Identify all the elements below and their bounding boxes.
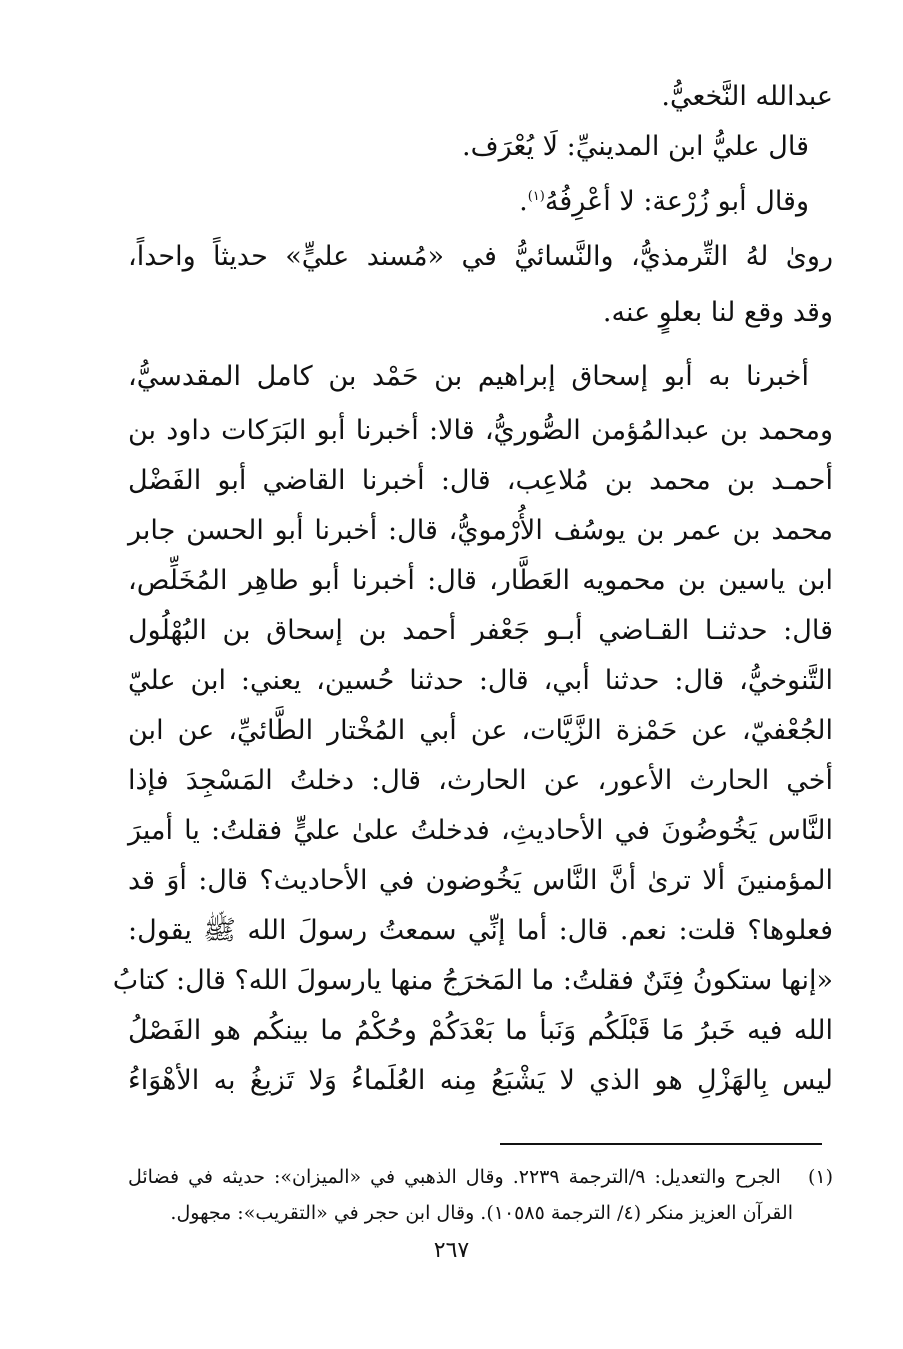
page-number: ٢٦٧ bbox=[433, 1238, 470, 1263]
body-line-7: التَّنوخيُّ، قال: حدثنا أبي، قال: حدثنا حُسين، يعني: ابن عليّ bbox=[128, 665, 833, 696]
footnote-text-1: الجرح والتعديل: ٩/الترجمة ٢٢٣٩. وقال الذهبي في «الميزان»: حديثه في فضائل bbox=[128, 1166, 781, 1188]
body-line-6: قال: حدثنـا القـاضي أبـو جَعْفر أحمد بن إسحاق بن البُهْلُول bbox=[128, 615, 833, 646]
body-line-9: أخي الحارث الأعور، عن الحارث، قال: دخلتُ المَسْجِدَ فإذا bbox=[128, 765, 833, 796]
body-line-2: ومحمد بن عبدالمُؤمن الصُّوريُّ، قالا: أخبرنا أبو البَرَكات داود بن bbox=[128, 415, 833, 446]
header-line-3-tail: . bbox=[519, 186, 528, 217]
body-line-1: أخبرنا به أبو إسحاق إبراهيم بن حَمْد بن كامل المقدسيُّ، bbox=[128, 361, 809, 392]
body-line-15: ليس بِالهَزْلِ هو الذي لا يَشْبَعُ مِنه العُلَماءُ وَلا تَزيغُ به الأهْوَاءُ bbox=[128, 1065, 833, 1096]
header-line-3-text: وقال أبو زُرْعة: لا أعْرِفُهُ bbox=[544, 186, 809, 217]
header-line-5: وقد وقع لنا بعلوٍ عنه. bbox=[602, 297, 833, 328]
header-line-1: عبدالله النَّخعيُّ. bbox=[661, 81, 833, 112]
body-line-13: «إنها ستكونُ فِتَنٌ فقلتُ: ما المَخرَجُ منها يارسولَ الله؟ قال: كتابُ bbox=[112, 965, 833, 996]
body-line-11: المؤمنينَ ألا ترىٰ أنَّ النَّاس يَخُوضون في الأحاديث؟ قال: أوَ قد bbox=[128, 865, 833, 896]
footnote-line-2: القرآن العزيز منكر (٤/ الترجمة ١٠٥٨٥). وقال ابن حجر في «التقريب»: مجهول. bbox=[170, 1202, 793, 1224]
header-line-4: روىٰ لهُ التِّرمذيُّ، والنَّسائيُّ في «مُسند عليٍّ» حديثاً واحداً، bbox=[128, 241, 833, 272]
body-line-5: ابن ياسين بن محمويه العَطَّار، قال: أخبرنا أبو طاهِر المُخَلِّص، bbox=[128, 565, 833, 596]
body-line-12: فعلوها؟ قلت: نعم. قال: أما إنِّي سمعتُ رسولَ الله ﷺ يقول: bbox=[128, 915, 833, 946]
body-line-4: محمد بن عمر بن يوسُف الأُرْمويُّ، قال: أخبرنا أبو الحسن جابر bbox=[128, 515, 833, 546]
header-line-3 bbox=[519, 174, 809, 225]
footnote-separator bbox=[500, 1143, 822, 1145]
body-line-10: النَّاس يَخُوضُونَ في الأحاديثِ، فدخلتُ علىٰ عليٍّ فقلتُ: يا أميرَ bbox=[128, 815, 833, 846]
footnote-line-1 bbox=[128, 1160, 833, 1194]
footnote-number: (١) bbox=[807, 1166, 833, 1188]
header-line-2: قال عليُّ ابن المدينيِّ: لَا يُعْرَف. bbox=[462, 131, 809, 162]
body-line-3: أحمـد بن محمد بن مُلاعِب، قال: أخبرنا القاضي أبو الفَضْل bbox=[128, 465, 833, 496]
body-line-14: الله فيه خَبرُ مَا قَبْلَكُم وَنَبأ ما بَعْدَكُمْ وحُكْمُ ما بينكُم هو الفَصْلُ bbox=[128, 1015, 833, 1046]
body-line-8: الجُعْفيّ، عن حَمْزة الزَّيَّات، عن أبي المُخْتار الطَّائيِّ، عن ابن bbox=[128, 715, 833, 746]
footnote-marker: (١) bbox=[527, 189, 545, 204]
